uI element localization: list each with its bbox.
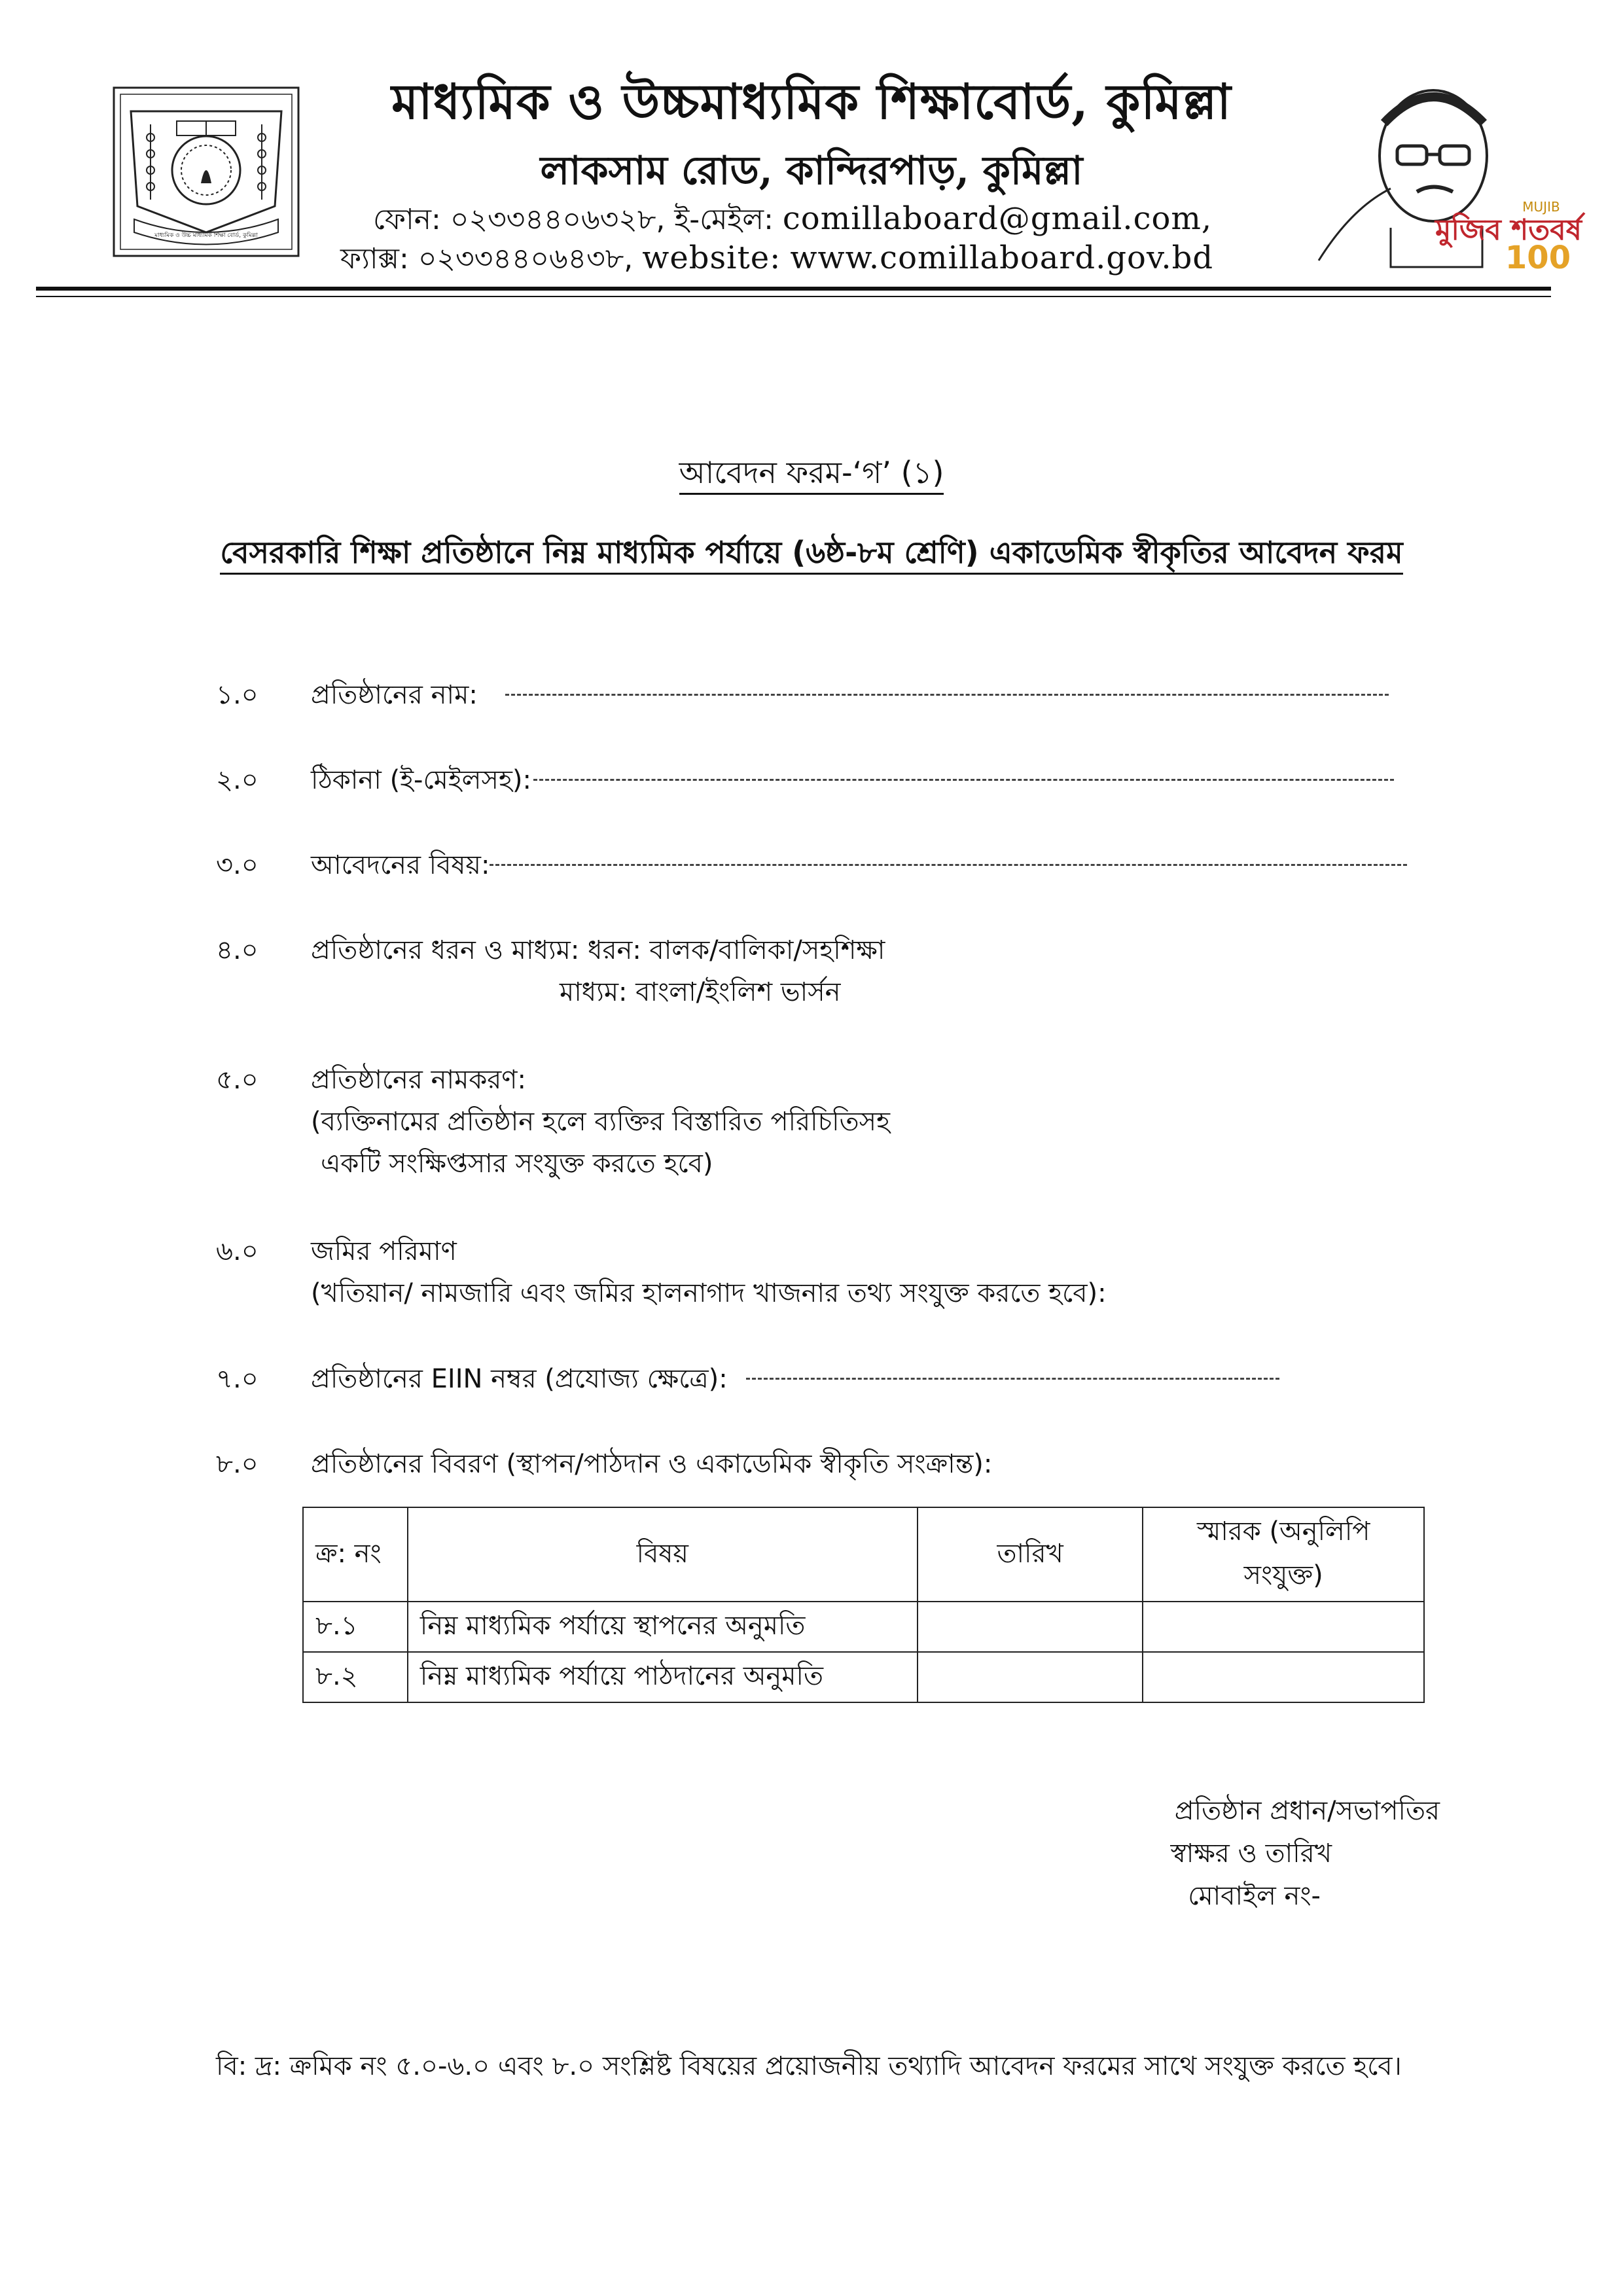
institution-naming-label: প্রতিষ্ঠানের নামকরণ: [311, 1065, 526, 1095]
fax-label: ফ্যাক্স: [340, 242, 409, 276]
header-divider [36, 287, 1551, 291]
emblem-en: MUJIB [1522, 199, 1560, 215]
contact-line-fax-website [340, 237, 1213, 285]
form-subtitle: বেসরকারি শিক্ষা প্রতিষ্ঠানে নিম্ন মাধ্যমিক পর্যায়ে (৬ষ্ঠ-৮ম শ্রেণি) একাডেমিক স্বীকৃতির আবেদন ফরম [0, 530, 1623, 580]
row-date-cell[interactable] [918, 1652, 1143, 1702]
footnote: বি: দ্র: ক্রমিক নং ৫.০-৬.০ এবং ৮.০ সংশ্লিষ্ট বিষয়ের প্রয়োজনীয় তথ্যাদি আবেদন ফরমের সাথে সংযুক্ত করতে হবে। [216, 2051, 1402, 2081]
row-serial: ৮.২ [303, 1652, 408, 1702]
row-subject: নিম্ন মাধ্যমিক পর্যায়ে স্থাপনের অনুমতি [408, 1602, 918, 1652]
signature-date-label: স্বাক্ষর ও তারিখ [1170, 1839, 1332, 1869]
emblem-lettering: মুজিব শতবর্ষ [1435, 213, 1582, 247]
institution-naming-note-1: (ব্যক্তিনামের প্রতিষ্ঠান হলে ব্যক্তির বিস্তারিত পরিচিতিসহ [311, 1107, 891, 1137]
institution-name-field[interactable] [505, 694, 1389, 696]
column-header-memo: স্মারক (অনুলিপি সংযুক্ত) [1143, 1507, 1424, 1602]
institution-naming-note-2: একটি সংক্ষিপ্তসার সংযুক্ত করতে হবে) [321, 1149, 713, 1179]
header-divider-thin [36, 296, 1551, 297]
row-date-cell[interactable] [918, 1602, 1143, 1652]
table-row [303, 1602, 1424, 1652]
board-address: লাকসাম রোড, কান্দিরপাড়, কুমিল্লা [540, 148, 1083, 194]
row-memo-cell[interactable] [1143, 1652, 1424, 1702]
institution-name-label: প্রতিষ্ঠানের নাম: [311, 680, 478, 710]
phone-number: ০২৩৩৪৪০৬৩২৮, [450, 203, 666, 236]
form-title: আবেদন ফরম-‘গ’ (১) [0, 450, 1623, 500]
phone-label: ফোন: [373, 203, 441, 236]
item-number: ৮.০ [216, 1449, 259, 1479]
column-header-subject: বিষয় [408, 1507, 918, 1602]
table-row [303, 1652, 1424, 1702]
row-serial: ৮.১ [303, 1602, 408, 1652]
row-subject: নিম্ন মাধ্যমিক পর্যায়ে পাঠদানের অনুমতি [408, 1652, 918, 1702]
institution-type-label: প্রতিষ্ঠানের ধরন ও মাধ্যম: ধরন: বালক/বালিকা/সহশিক্ষা [311, 935, 885, 965]
table-header-row [303, 1507, 1424, 1602]
item-number: ৩.০ [216, 850, 259, 880]
institution-details-table [302, 1507, 1425, 1703]
land-amount-label: জমির পরিমাণ [311, 1236, 457, 1266]
application-subject-label: আবেদনের বিষয়: [311, 850, 490, 880]
institution-details-label: প্রতিষ্ঠানের বিবরণ (স্থাপন/পাঠদান ও একাডেমিক স্বীকৃতি সংক্রান্ত): [311, 1449, 993, 1479]
mobile-number-label: মোবাইল নং- [1188, 1881, 1321, 1911]
column-header-date: তারিখ [918, 1507, 1143, 1602]
board-logo [111, 85, 301, 259]
address-label: ঠিকানা (ই-মেইলসহ): [311, 765, 532, 795]
row-memo-cell[interactable] [1143, 1602, 1424, 1652]
item-number: ১.০ [216, 680, 259, 710]
institution-medium-label: মাধ্যম: বাংলা/ইংলিশ ভার্সন [560, 977, 841, 1007]
eiin-label: প্রতিষ্ঠানের EIIN নম্বর (প্রযোজ্য ক্ষেত্রে): [311, 1364, 728, 1394]
column-header-serial: ক্র: নং [303, 1507, 408, 1602]
item-number: ২.০ [216, 765, 259, 795]
item-number: ৭.০ [216, 1364, 259, 1394]
emblem-number: 100 [1505, 240, 1571, 276]
fax-number: ০২৩৩৪৪০৬৪৩৮, [418, 242, 633, 276]
website-label: website: [642, 240, 781, 276]
email-link[interactable]: comillaboard@gmail.com, [782, 200, 1213, 237]
email-label: ই-মেইল: [674, 203, 774, 236]
application-subject-field[interactable] [490, 864, 1407, 866]
item-number: ৬.০ [216, 1236, 259, 1266]
land-amount-note: (খতিয়ান/ নামজারি এবং জমির হালনাগাদ খাজনার তথ্য সংযুক্ত করতে হবে): [311, 1278, 1107, 1308]
website-link[interactable]: www.comillaboard.gov.bd [790, 240, 1214, 276]
signatory-title: প্রতিষ্ঠান প্রধান/সভাপতির [1174, 1796, 1440, 1826]
item-number: ৪.০ [216, 935, 259, 965]
board-name: মাধ্যমিক ও উচ্চমাধ্যমিক শিক্ষাবোর্ড, কুমিল্লা [391, 74, 1232, 130]
mujib-100-emblem [1312, 77, 1582, 276]
item-number: ৫.০ [216, 1065, 259, 1095]
logo-caption: মাধ্যমিক ও উচ্চ মাধ্যমিক শিক্ষা বোর্ড, কুমিল্লা [154, 232, 258, 239]
address-field[interactable] [533, 779, 1394, 781]
eiin-field[interactable] [746, 1378, 1279, 1380]
